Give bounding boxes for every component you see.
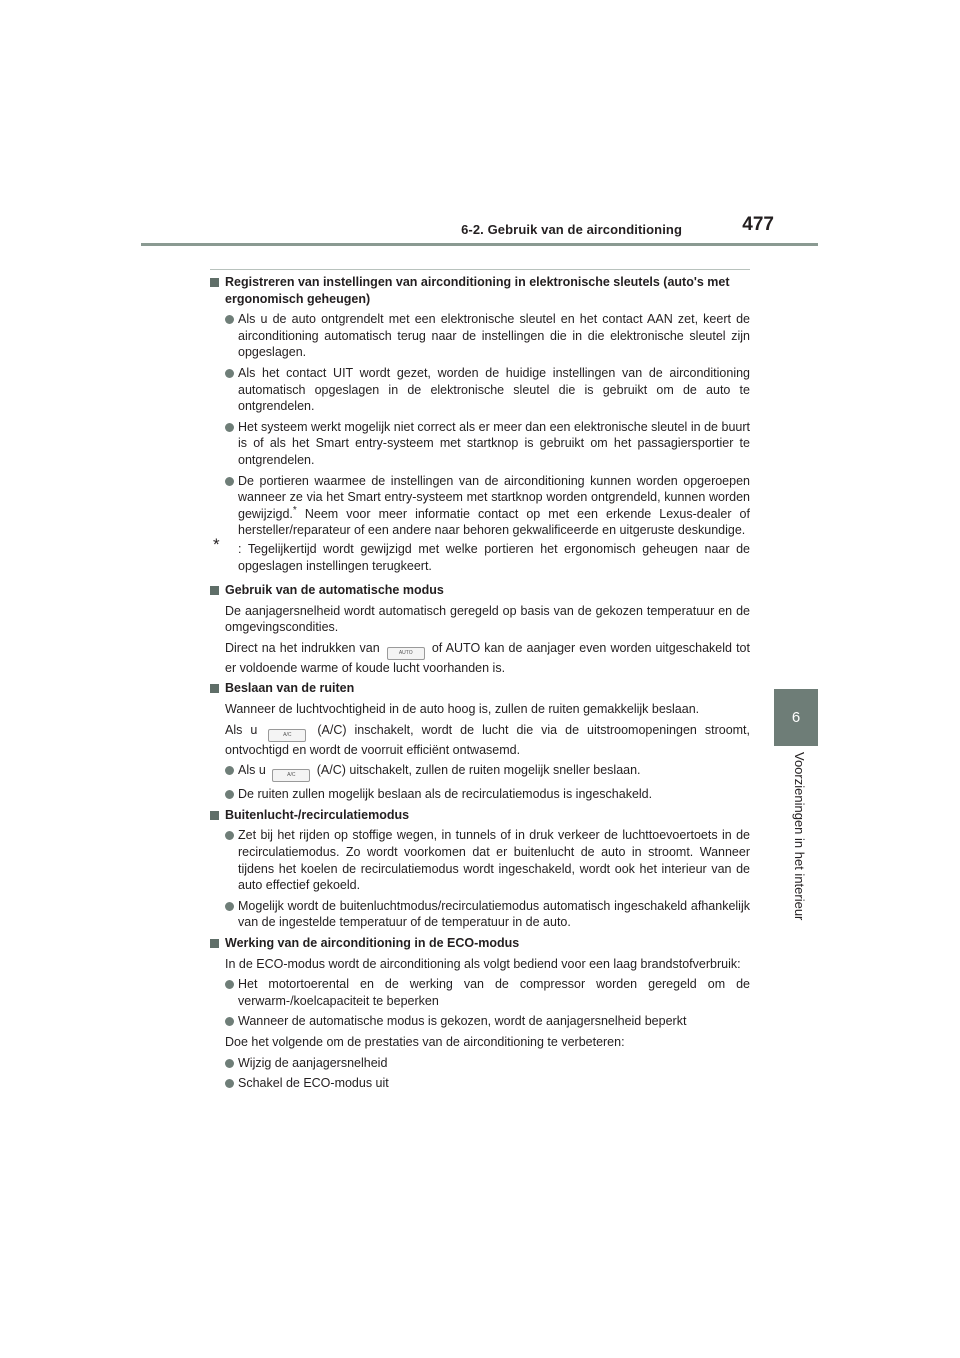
section-title: 6-2. Gebruik van de airconditioning [461, 222, 682, 237]
list-item [210, 365, 750, 415]
circle-bullet-icon [225, 902, 234, 911]
square-bullet-icon [210, 684, 219, 693]
list-item-text: Wanneer de automatische modus is gekozen, wordt de aanjagersnelheid beperkt [238, 1014, 687, 1029]
list-item [210, 762, 750, 782]
top-rule [210, 269, 750, 270]
paragraph-text: of AUTO kan de aanjager even worden uitgeschakeld tot er voldoende warme of koude lucht voorhanden is. [225, 640, 750, 675]
section-heading-text: Registreren van instellingen van airconditioning in elektronische sleutels (auto's met ergonomisch geheugen) [225, 275, 730, 306]
list-item [210, 976, 750, 1009]
paragraph: Doe het volgende om de prestaties van de airconditioning te verbeteren: [225, 1034, 625, 1049]
list-item [210, 311, 750, 361]
list-item-text: Zet bij het rijden op stoffige wegen, in tunnels of in druk verkeer de luchttoevoertoets in de recirculatiemodus. Zo wordt voorkomen dat er buitenlucht de auto in stroomt. Wanneer tijdens het koelen de recirculatiemodus wordt ingeschakeld, wordt ook het interieur van de auto effectief gekoeld. [238, 828, 750, 893]
list-item-text: Mogelijk wordt de buitenluchtmodus/recirculatiemodus automatisch ingeschakeld afhankelijk van de ingestelde temperatuur of de temperatuur in de auto. [238, 898, 750, 930]
square-bullet-icon [210, 586, 219, 595]
circle-bullet-icon [225, 766, 234, 775]
paragraph [210, 640, 750, 677]
list-item-text: De portieren waarmee de instellingen van de airconditioning kunnen worden opgeroepen wanneer ze via het Smart entry-systeem met startknop worden ontgrendeld, kunnen worden gewijzigd. [238, 473, 750, 521]
chapter-side-label: Voorzieningen in het interieur [792, 752, 807, 921]
chapter-tab [774, 689, 818, 746]
section-heading-text: Beslaan van de ruiten [225, 681, 355, 696]
paragraph-text: (A/C) inschakelt, wordt de lucht die via de uitstroomopeningen stroomt, ontvochtigd en wordt de voorruit efficiënt ontwasemd. [225, 722, 750, 757]
section-heading-text: Gebruik van de automatische modus [225, 583, 444, 598]
square-bullet-icon [210, 939, 219, 948]
list-item [210, 786, 750, 803]
list-item-text: Als u de auto ontgrendelt met een elektronische sleutel en het contact AAN zet, keert de airconditioning automatisch terug naar de instellingen die in die elektronische sleutel zijn opgeslagen. [238, 312, 750, 360]
circle-bullet-icon [225, 790, 234, 799]
list-item-text: Neem voor meer informatie contact op met een erkende Lexus-dealer of hersteller/reparateur of een andere naar behoren gekwalificeerde en uitgeruste deskundige. [238, 506, 750, 538]
list-item [210, 1075, 750, 1092]
chapter-number: 6 [791, 709, 801, 726]
paragraph: Wanneer de luchtvochtigheid in de auto hoog is, zullen de ruiten gemakkelijk beslaan. [225, 702, 700, 717]
list-item-text: Als het contact UIT wordt gezet, worden de huidige instellingen van de airconditioning automatisch opgeslagen in de elektronische sleutel die is gebruikt om de auto te ontgrendelen. [238, 365, 750, 414]
section-heading [210, 582, 750, 599]
section-heading [210, 935, 750, 952]
circle-bullet-icon [225, 477, 234, 486]
circle-bullet-icon [225, 1017, 234, 1026]
circle-bullet-icon [225, 1079, 234, 1088]
section-heading-text: Werking van de airconditioning in de ECO-modus [225, 936, 520, 950]
list-item-text: Het motortoerental en de werking van de compressor worden geregeld om de verwarm-/koelcapaciteit te beperken [238, 977, 750, 1008]
paragraph [210, 722, 750, 759]
list-item [210, 473, 750, 539]
square-bullet-icon [210, 811, 219, 820]
section-heading-text: Buitenlucht-/recirculatiemodus [225, 807, 410, 822]
circle-bullet-icon [225, 423, 234, 432]
circle-bullet-icon [225, 831, 234, 840]
list-item-text: De ruiten zullen mogelijk beslaan als de recirculatiemodus is ingeschakeld. [238, 787, 653, 802]
section-heading [210, 680, 750, 697]
circle-bullet-icon [225, 369, 234, 378]
list-item-text: Schakel de ECO-modus uit [238, 1076, 389, 1091]
page-content [210, 269, 750, 1092]
list-item [210, 898, 750, 931]
list-item [210, 419, 750, 469]
ac-button-icon: A/C [268, 729, 306, 742]
list-item-text: (A/C) uitschakelt, zullen de ruiten mogelijk sneller beslaan. [316, 763, 641, 778]
list-item [210, 1055, 750, 1072]
header-divider [141, 243, 818, 246]
list-item-text: Het systeem werkt mogelijk niet correct als er meer dan een elektronische sleutel in de buurt is of als het Smart entry-systeem met startknop is gebruikt om het passagiersportier te ontgrendelen. [238, 419, 750, 467]
list-item-text: Wijzig de aanjagersnelheid [238, 1055, 388, 1070]
footnote-mark: * [213, 534, 220, 554]
list-item [210, 827, 750, 893]
paragraph: In de ECO-modus wordt de airconditioning als volgt bediend voor een laag brandstofverbruik: [225, 956, 741, 971]
footnote-text: : Tegelijkertijd wordt gewijzigd met welke portieren het ergonomisch geheugen naar de opgeslagen instellingen terugkeert. [238, 541, 750, 573]
footnote [210, 534, 750, 574]
circle-bullet-icon [225, 1059, 234, 1068]
square-bullet-icon [210, 278, 219, 287]
circle-bullet-icon [225, 315, 234, 324]
page-number: 477 [742, 214, 774, 235]
circle-bullet-icon [225, 980, 234, 989]
ac-button-icon: A/C [272, 769, 310, 782]
paragraph: De aanjagersnelheid wordt automatisch geregeld op basis van de gekozen temperatuur en de omgevingscondities. [225, 603, 750, 635]
section-heading [210, 274, 750, 307]
footnote-reference: * [292, 504, 297, 516]
paragraph-text: Als u [225, 722, 258, 737]
auto-button-icon: AUTO [387, 647, 425, 660]
list-item [210, 1013, 750, 1030]
paragraph-text: Direct na het indrukken van [225, 640, 380, 655]
section-heading [210, 807, 750, 824]
list-item-text: Als u [238, 763, 266, 778]
